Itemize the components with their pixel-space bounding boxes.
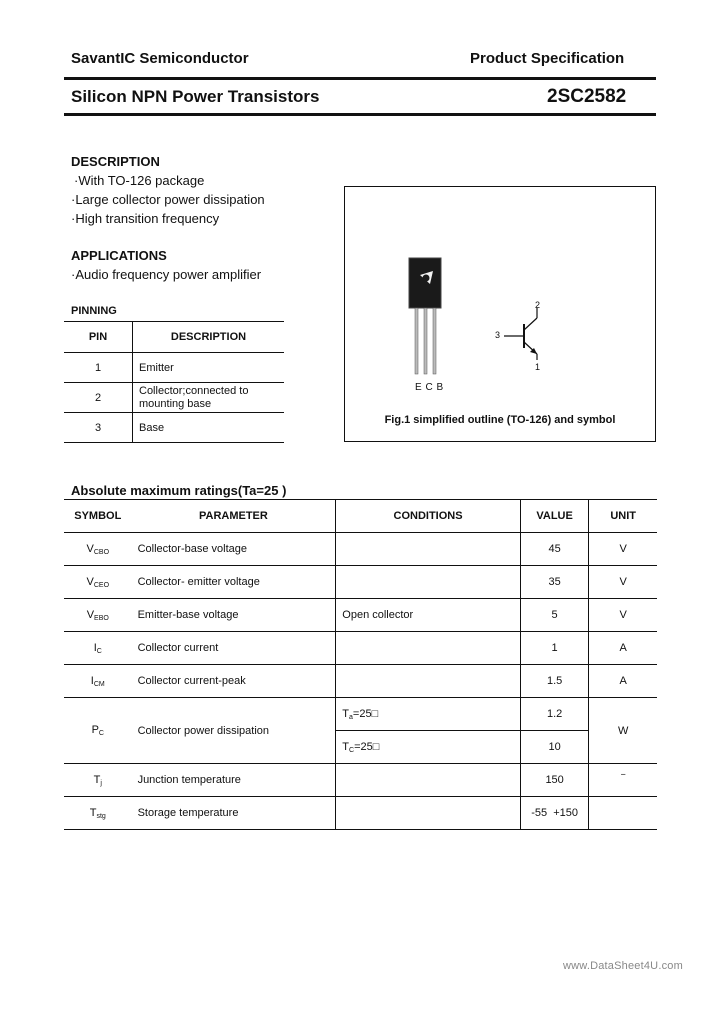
parameter-cell: Collector-base voltage bbox=[132, 533, 336, 566]
table-row bbox=[64, 353, 284, 383]
table-row bbox=[64, 599, 657, 632]
value-cell: -55 +150 bbox=[520, 797, 589, 830]
conditions-cell bbox=[336, 533, 521, 566]
table-row bbox=[64, 632, 657, 665]
pin-description: Base bbox=[133, 413, 285, 443]
table-row bbox=[64, 533, 657, 566]
spec-label: Product Specification bbox=[470, 50, 625, 67]
pinning-table bbox=[64, 321, 284, 443]
value-cell: 1 bbox=[520, 632, 589, 665]
value-cell: 35 bbox=[520, 566, 589, 599]
parameter-cell: Collector- emitter voltage bbox=[132, 566, 336, 599]
symbol-header: SYMBOL bbox=[64, 500, 132, 533]
unit-cell bbox=[589, 797, 657, 830]
symbol-cell: $V_{EBO}$ bbox=[64, 599, 132, 632]
package-pin-labels: E C B bbox=[415, 382, 444, 393]
conditions-cell: $T_a=25□$ bbox=[336, 698, 521, 731]
parameter-cell: Junction temperature bbox=[132, 764, 336, 797]
value-cell: 5 bbox=[520, 599, 589, 632]
unit-cell: A bbox=[589, 665, 657, 698]
description-item: ·Large collector power dissipation bbox=[71, 192, 265, 207]
unit-cell: W bbox=[589, 698, 657, 764]
description-heading: DESCRIPTION bbox=[71, 154, 160, 169]
parameter-cell: Collector power dissipation bbox=[132, 698, 336, 764]
header-rule-top bbox=[64, 77, 656, 80]
symbol-pin-label: 1 bbox=[535, 362, 541, 372]
value-cell: 150 bbox=[520, 764, 589, 797]
ratings-table bbox=[64, 499, 657, 830]
pin-column-header: PIN bbox=[64, 322, 133, 353]
symbol-pin-label: 3 bbox=[495, 330, 501, 340]
header-rule-bottom bbox=[64, 113, 656, 116]
value-cell: 45 bbox=[520, 533, 589, 566]
table-row bbox=[64, 322, 284, 353]
value-cell: 1.2 bbox=[520, 698, 589, 731]
company-name: SavantIC Semiconductor bbox=[71, 50, 249, 67]
table-row bbox=[64, 698, 657, 731]
applications-heading: APPLICATIONS bbox=[71, 248, 167, 263]
conditions-header: CONDITIONS bbox=[336, 500, 521, 533]
symbol-cell: $T_{stg}$ bbox=[64, 797, 132, 830]
to126-package-image bbox=[400, 255, 450, 380]
doc-title: Silicon NPN Power Transistors bbox=[71, 87, 320, 106]
figure-caption: Fig.1 simplified outline (TO-126) and symbol bbox=[384, 414, 616, 426]
symbol-cell: $T_j$ bbox=[64, 764, 132, 797]
value-header: VALUE bbox=[520, 500, 589, 533]
unit-cell: V bbox=[589, 566, 657, 599]
symbol-cell: $I_C$ bbox=[64, 632, 132, 665]
table-row bbox=[64, 566, 657, 599]
description-item: ·With TO-126 package bbox=[74, 173, 205, 188]
conditions-cell bbox=[336, 632, 521, 665]
symbol-pin-label: 2 bbox=[535, 300, 541, 310]
table-row bbox=[64, 413, 284, 443]
pin-description: Emitter bbox=[133, 353, 285, 383]
pin-number: 3 bbox=[64, 413, 133, 443]
parameter-cell: Emitter-base voltage bbox=[132, 599, 336, 632]
table-row bbox=[64, 665, 657, 698]
description-item: ·High transition frequency bbox=[71, 211, 220, 226]
unit-header: UNIT bbox=[589, 500, 657, 533]
pin-description-line: mounting base bbox=[139, 397, 212, 410]
pinning-heading: PINNING bbox=[71, 305, 117, 317]
table-row bbox=[64, 764, 657, 797]
symbol-cell: $I_{CM}$ bbox=[64, 665, 132, 698]
value-cell: 1.5 bbox=[520, 665, 589, 698]
applications-item: ·Audio frequency power amplifier bbox=[71, 267, 262, 282]
pin-description-header: DESCRIPTION bbox=[133, 322, 285, 353]
symbol-cell: $V_{CBO}$ bbox=[64, 533, 132, 566]
unit-cell: V bbox=[589, 599, 657, 632]
table-row bbox=[64, 500, 657, 533]
ratings-title: Absolute maximum ratings(Ta=25 ) bbox=[71, 483, 287, 498]
pin-description-line: Collector;connected to bbox=[139, 384, 249, 397]
unit-cell: A bbox=[589, 632, 657, 665]
parameter-header: PARAMETER bbox=[132, 500, 336, 533]
part-number: 2SC2582 bbox=[547, 86, 627, 107]
conditions-cell: $T_C=25□$ bbox=[336, 731, 521, 764]
parameter-cell: Collector current bbox=[132, 632, 336, 665]
conditions-cell bbox=[336, 764, 521, 797]
symbol-cell: $V_{CEO}$ bbox=[64, 566, 132, 599]
table-row bbox=[64, 383, 284, 413]
pin-description bbox=[133, 383, 285, 413]
parameter-cell: Collector current-peak bbox=[132, 665, 336, 698]
table-row bbox=[64, 797, 657, 830]
conditions-cell bbox=[336, 665, 521, 698]
pin-number: 2 bbox=[64, 383, 133, 413]
conditions-cell bbox=[336, 566, 521, 599]
watermark: www.DataSheet4U.com bbox=[563, 960, 683, 972]
conditions-cell bbox=[336, 797, 521, 830]
pin-number: 1 bbox=[64, 353, 133, 383]
unit-cell: V bbox=[589, 533, 657, 566]
parameter-cell: Storage temperature bbox=[132, 797, 336, 830]
value-cell: 10 bbox=[520, 731, 589, 764]
npn-transistor-symbol-icon bbox=[490, 300, 560, 370]
symbol-cell: $P_C$ bbox=[64, 698, 132, 764]
conditions-cell: Open collector bbox=[336, 599, 521, 632]
unit-cell: ‾ bbox=[589, 764, 657, 797]
